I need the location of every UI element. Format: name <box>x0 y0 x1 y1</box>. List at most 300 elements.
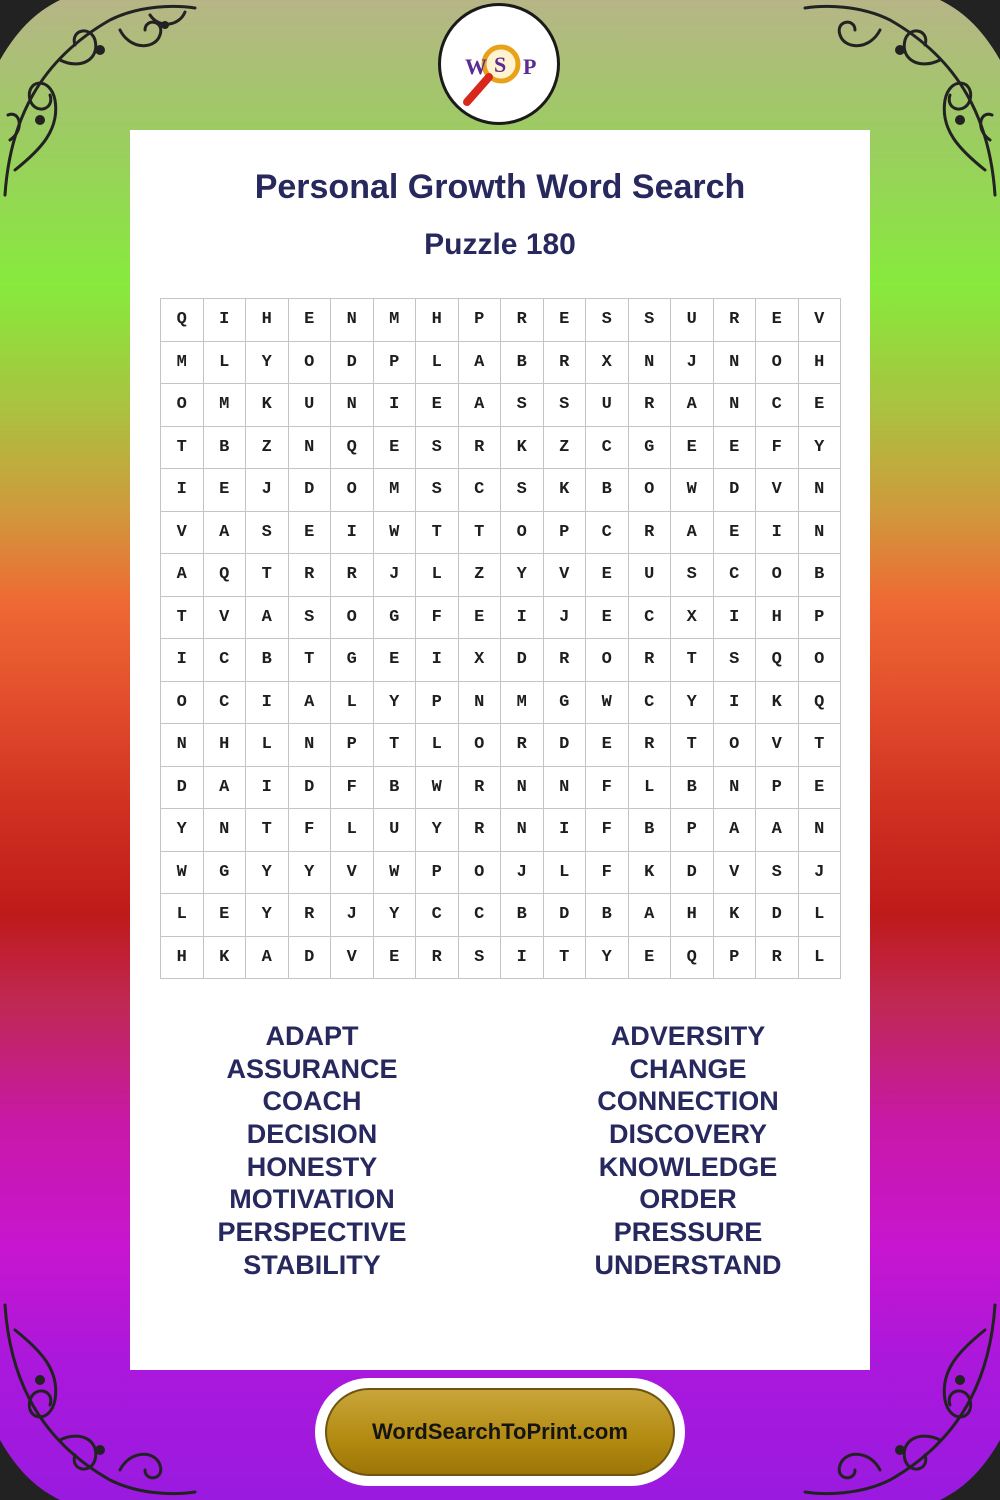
grid-cell[interactable]: H <box>246 299 289 342</box>
grid-cell[interactable]: K <box>628 851 671 894</box>
grid-cell[interactable]: O <box>756 341 799 384</box>
grid-cell[interactable]: D <box>713 469 756 512</box>
grid-cell[interactable]: C <box>203 639 246 682</box>
grid-cell[interactable]: U <box>628 554 671 597</box>
grid-cell[interactable]: V <box>331 936 374 979</box>
word-item: STABILITY <box>243 1249 381 1280</box>
grid-cell[interactable]: P <box>756 766 799 809</box>
grid-cell[interactable]: R <box>331 554 374 597</box>
grid-cell[interactable]: E <box>288 511 331 554</box>
grid-cell[interactable]: A <box>458 384 501 427</box>
word-item: COACH <box>262 1086 362 1117</box>
grid-cell[interactable]: E <box>203 469 246 512</box>
grid-cell[interactable]: M <box>373 469 416 512</box>
grid-cell[interactable]: E <box>756 299 799 342</box>
grid-cell[interactable]: E <box>288 299 331 342</box>
grid-cell[interactable]: J <box>798 851 841 894</box>
grid-cell[interactable]: N <box>798 809 841 852</box>
grid-cell[interactable]: H <box>798 341 841 384</box>
grid-cell[interactable]: L <box>543 851 586 894</box>
grid-cell[interactable]: T <box>246 809 289 852</box>
grid-cell[interactable]: E <box>543 299 586 342</box>
grid-cell[interactable]: I <box>501 936 544 979</box>
grid-cell[interactable]: Y <box>246 851 289 894</box>
grid-cell[interactable]: A <box>246 936 289 979</box>
grid-cell[interactable]: I <box>246 681 289 724</box>
letter-grid <box>160 298 841 979</box>
grid-cell[interactable]: T <box>288 639 331 682</box>
grid-cell[interactable]: K <box>756 681 799 724</box>
grid-cell[interactable]: S <box>416 426 459 469</box>
grid-cell[interactable]: Y <box>161 809 204 852</box>
grid-cell[interactable]: O <box>161 384 204 427</box>
grid-cell[interactable]: R <box>628 639 671 682</box>
grid-cell[interactable]: S <box>756 851 799 894</box>
grid-cell[interactable]: Q <box>756 639 799 682</box>
grid-cell[interactable]: A <box>203 511 246 554</box>
grid-cell[interactable]: R <box>628 384 671 427</box>
grid-cell[interactable]: I <box>161 469 204 512</box>
grid-cell[interactable]: W <box>671 469 714 512</box>
grid-cell[interactable]: J <box>543 596 586 639</box>
grid-cell[interactable]: A <box>458 341 501 384</box>
word-item: MOTIVATION <box>229 1184 395 1215</box>
grid-cell[interactable]: L <box>331 809 374 852</box>
grid-cell[interactable]: A <box>713 809 756 852</box>
grid-cell[interactable]: E <box>203 894 246 937</box>
grid-cell[interactable]: C <box>628 596 671 639</box>
grid-cell[interactable]: I <box>501 596 544 639</box>
grid-cell[interactable]: L <box>331 681 374 724</box>
word-list-right <box>538 1020 838 1282</box>
grid-cell[interactable]: T <box>458 511 501 554</box>
grid-cell[interactable]: V <box>713 851 756 894</box>
grid-cell[interactable]: N <box>501 809 544 852</box>
grid-cell[interactable]: J <box>246 469 289 512</box>
grid-cell[interactable]: R <box>543 639 586 682</box>
grid-cell[interactable]: F <box>586 766 629 809</box>
grid-cell[interactable]: E <box>713 511 756 554</box>
grid-cell[interactable]: R <box>756 936 799 979</box>
grid-cell[interactable]: V <box>756 724 799 767</box>
grid-row <box>161 766 841 809</box>
word-item: ORDER <box>639 1184 737 1215</box>
grid-cell[interactable]: B <box>501 341 544 384</box>
grid-cell[interactable]: Y <box>416 809 459 852</box>
grid-cell[interactable]: I <box>756 511 799 554</box>
grid-cell[interactable]: S <box>586 299 629 342</box>
grid-cell[interactable]: N <box>713 766 756 809</box>
grid-cell[interactable]: A <box>671 511 714 554</box>
grid-cell[interactable]: G <box>373 596 416 639</box>
grid-cell[interactable]: B <box>798 554 841 597</box>
grid-cell[interactable]: J <box>373 554 416 597</box>
grid-cell[interactable]: I <box>203 299 246 342</box>
grid-cell[interactable]: T <box>671 724 714 767</box>
grid-cell[interactable]: X <box>671 596 714 639</box>
grid-cell[interactable]: K <box>203 936 246 979</box>
grid-cell[interactable]: P <box>458 299 501 342</box>
grid-cell[interactable]: S <box>501 469 544 512</box>
grid-cell[interactable]: P <box>671 809 714 852</box>
grid-cell[interactable]: G <box>543 681 586 724</box>
grid-cell[interactable]: I <box>373 384 416 427</box>
grid-cell[interactable]: G <box>331 639 374 682</box>
grid-row <box>161 384 841 427</box>
grid-cell[interactable]: E <box>373 426 416 469</box>
grid-cell[interactable]: B <box>373 766 416 809</box>
grid-cell[interactable]: Z <box>543 426 586 469</box>
grid-cell[interactable]: I <box>543 809 586 852</box>
grid-cell[interactable]: C <box>628 681 671 724</box>
footer-banner-pill[interactable] <box>325 1388 675 1476</box>
word-item: ADAPT <box>265 1021 359 1051</box>
grid-cell[interactable]: D <box>288 469 331 512</box>
grid-cell[interactable]: W <box>416 766 459 809</box>
grid-cell[interactable]: I <box>713 596 756 639</box>
grid-cell[interactable]: S <box>246 511 289 554</box>
grid-cell[interactable]: E <box>586 596 629 639</box>
word-item: DECISION <box>246 1119 378 1150</box>
grid-cell[interactable]: X <box>458 639 501 682</box>
grid-cell[interactable]: J <box>671 341 714 384</box>
footer-banner <box>315 1378 685 1486</box>
grid-cell[interactable]: D <box>161 766 204 809</box>
grid-row <box>161 681 841 724</box>
grid-cell[interactable]: H <box>756 596 799 639</box>
grid-cell[interactable]: A <box>203 766 246 809</box>
grid-cell[interactable]: Y <box>501 554 544 597</box>
grid-cell[interactable]: Z <box>458 554 501 597</box>
grid-cell[interactable]: L <box>416 724 459 767</box>
grid-cell[interactable]: N <box>288 724 331 767</box>
grid-row <box>161 469 841 512</box>
grid-cell[interactable]: E <box>671 426 714 469</box>
grid-cell[interactable]: P <box>416 851 459 894</box>
grid-cell[interactable]: E <box>713 426 756 469</box>
page-title: Personal Growth Word Search <box>254 168 746 206</box>
grid-cell[interactable]: C <box>416 894 459 937</box>
grid-cell[interactable]: B <box>246 639 289 682</box>
grid-cell[interactable]: N <box>501 766 544 809</box>
grid-cell[interactable]: V <box>543 554 586 597</box>
grid-cell[interactable]: E <box>458 596 501 639</box>
grid-row <box>161 809 841 852</box>
grid-cell[interactable]: E <box>798 766 841 809</box>
grid-cell[interactable]: Q <box>671 936 714 979</box>
grid-cell[interactable]: T <box>373 724 416 767</box>
grid-cell[interactable]: J <box>331 894 374 937</box>
grid-cell[interactable]: C <box>713 554 756 597</box>
grid-cell[interactable]: O <box>713 724 756 767</box>
grid-cell[interactable]: Y <box>586 936 629 979</box>
grid-cell[interactable]: V <box>798 299 841 342</box>
grid-cell[interactable]: A <box>246 596 289 639</box>
logo-letter-p: P <box>523 54 537 79</box>
grid-cell[interactable]: U <box>671 299 714 342</box>
grid-cell[interactable]: K <box>543 469 586 512</box>
grid-cell[interactable]: V <box>161 511 204 554</box>
grid-cell[interactable]: C <box>586 426 629 469</box>
grid-cell[interactable]: N <box>203 809 246 852</box>
grid-cell[interactable]: V <box>756 469 799 512</box>
grid-cell[interactable]: N <box>798 511 841 554</box>
grid-cell[interactable]: D <box>671 851 714 894</box>
grid-cell[interactable]: R <box>713 299 756 342</box>
grid-cell[interactable]: Y <box>671 681 714 724</box>
grid-cell[interactable]: D <box>288 766 331 809</box>
grid-cell[interactable]: E <box>586 724 629 767</box>
grid-cell[interactable]: I <box>161 639 204 682</box>
grid-cell[interactable]: L <box>161 894 204 937</box>
grid-cell[interactable]: Q <box>161 299 204 342</box>
grid-cell[interactable]: Y <box>246 341 289 384</box>
grid-cell[interactable]: R <box>416 936 459 979</box>
grid-cell[interactable]: P <box>543 511 586 554</box>
grid-cell[interactable]: A <box>756 809 799 852</box>
grid-cell[interactable]: N <box>713 341 756 384</box>
word-item: DISCOVERY <box>608 1119 768 1150</box>
grid-row <box>161 426 841 469</box>
grid-cell[interactable]: O <box>501 511 544 554</box>
grid-cell[interactable]: M <box>161 341 204 384</box>
word-item: PRESSURE <box>613 1217 763 1248</box>
grid-cell[interactable]: B <box>628 809 671 852</box>
grid-cell[interactable]: K <box>713 894 756 937</box>
grid-cell[interactable]: Q <box>203 554 246 597</box>
grid-row <box>161 724 841 767</box>
grid-cell[interactable]: L <box>798 936 841 979</box>
grid-cell[interactable]: F <box>416 596 459 639</box>
grid-cell[interactable]: D <box>331 341 374 384</box>
grid-cell[interactable]: G <box>628 426 671 469</box>
grid-cell[interactable]: L <box>203 341 246 384</box>
grid-cell[interactable]: R <box>458 766 501 809</box>
grid-cell[interactable]: O <box>628 469 671 512</box>
grid-cell[interactable]: R <box>288 554 331 597</box>
grid-cell[interactable]: T <box>161 596 204 639</box>
word-item: CHANGE <box>629 1053 747 1084</box>
grid-cell[interactable]: S <box>288 596 331 639</box>
word-item: PERSPECTIVE <box>217 1217 407 1248</box>
grid-cell[interactable]: M <box>203 384 246 427</box>
grid-cell[interactable]: I <box>713 681 756 724</box>
grid-cell[interactable]: E <box>628 936 671 979</box>
grid-row <box>161 639 841 682</box>
grid-cell[interactable]: E <box>586 554 629 597</box>
grid-cell[interactable]: A <box>671 384 714 427</box>
grid-cell[interactable]: O <box>756 554 799 597</box>
grid-cell[interactable]: T <box>543 936 586 979</box>
grid-cell[interactable]: Q <box>331 426 374 469</box>
grid-cell[interactable]: T <box>161 426 204 469</box>
grid-cell[interactable]: U <box>288 384 331 427</box>
grid-cell[interactable]: S <box>416 469 459 512</box>
puzzle-number: Puzzle 180 <box>424 228 576 261</box>
grid-cell[interactable]: O <box>458 851 501 894</box>
grid-cell[interactable]: N <box>713 384 756 427</box>
grid-cell[interactable]: W <box>373 851 416 894</box>
grid-cell[interactable]: T <box>798 724 841 767</box>
grid-cell[interactable]: S <box>713 639 756 682</box>
grid-row <box>161 894 841 937</box>
grid-row <box>161 554 841 597</box>
grid-cell[interactable]: E <box>373 936 416 979</box>
grid-cell[interactable]: O <box>331 596 374 639</box>
grid-cell[interactable]: N <box>628 341 671 384</box>
grid-cell[interactable]: B <box>203 426 246 469</box>
grid-cell[interactable]: R <box>288 894 331 937</box>
word-item: KNOWLEDGE <box>598 1151 778 1182</box>
grid-cell[interactable]: N <box>331 384 374 427</box>
grid-cell[interactable]: H <box>161 936 204 979</box>
grid-cell[interactable]: F <box>288 809 331 852</box>
grid-cell[interactable]: U <box>586 384 629 427</box>
word-item: UNDERSTAND <box>594 1249 782 1280</box>
word-item: HONESTY <box>246 1151 378 1182</box>
grid-cell[interactable]: F <box>756 426 799 469</box>
grid-cell[interactable]: R <box>501 299 544 342</box>
grid-cell[interactable]: L <box>416 341 459 384</box>
grid-cell[interactable]: L <box>246 724 289 767</box>
grid-cell[interactable]: P <box>373 341 416 384</box>
grid-cell[interactable]: A <box>161 554 204 597</box>
grid-cell[interactable]: L <box>798 894 841 937</box>
grid-cell[interactable]: C <box>586 511 629 554</box>
grid-cell[interactable]: A <box>628 894 671 937</box>
grid-cell[interactable]: K <box>246 384 289 427</box>
wsp-logo <box>438 3 560 125</box>
grid-cell[interactable]: D <box>288 936 331 979</box>
grid-cell[interactable]: P <box>713 936 756 979</box>
grid-cell[interactable]: F <box>331 766 374 809</box>
grid-cell[interactable]: U <box>373 809 416 852</box>
grid-cell[interactable]: W <box>161 851 204 894</box>
grid-cell[interactable]: N <box>798 469 841 512</box>
grid-cell[interactable]: S <box>501 384 544 427</box>
grid-cell[interactable]: V <box>203 596 246 639</box>
grid-cell[interactable]: O <box>798 639 841 682</box>
grid-cell[interactable]: C <box>458 894 501 937</box>
puzzle-card <box>130 130 870 1370</box>
grid-cell[interactable]: P <box>416 681 459 724</box>
grid-cell[interactable]: Q <box>798 681 841 724</box>
grid-cell[interactable]: R <box>458 426 501 469</box>
grid-cell[interactable]: T <box>416 511 459 554</box>
grid-cell[interactable]: Y <box>373 681 416 724</box>
grid-cell[interactable]: N <box>331 299 374 342</box>
grid-cell[interactable]: O <box>288 341 331 384</box>
grid-cell[interactable]: W <box>373 511 416 554</box>
grid-cell[interactable]: O <box>586 639 629 682</box>
word-item: CONNECTION <box>597 1086 779 1117</box>
grid-cell[interactable]: O <box>331 469 374 512</box>
grid-cell[interactable]: O <box>458 724 501 767</box>
grid-cell[interactable]: M <box>501 681 544 724</box>
grid-cell[interactable]: T <box>246 554 289 597</box>
grid-cell[interactable]: A <box>288 681 331 724</box>
grid-cell[interactable]: D <box>756 894 799 937</box>
grid-cell[interactable]: B <box>586 469 629 512</box>
word-list-left <box>162 1020 462 1282</box>
word-item: ADVERSITY <box>610 1021 766 1051</box>
grid-cell[interactable]: H <box>671 894 714 937</box>
logo-letter-w: W <box>465 54 487 79</box>
grid-cell[interactable]: N <box>161 724 204 767</box>
grid-cell[interactable]: S <box>671 554 714 597</box>
grid-cell[interactable]: L <box>628 766 671 809</box>
grid-cell[interactable]: I <box>331 511 374 554</box>
grid-cell[interactable]: N <box>288 426 331 469</box>
grid-cell[interactable]: M <box>373 299 416 342</box>
grid-cell[interactable]: R <box>543 341 586 384</box>
grid-cell[interactable]: X <box>586 341 629 384</box>
grid-cell[interactable]: P <box>331 724 374 767</box>
grid-cell[interactable]: I <box>246 766 289 809</box>
grid-cell[interactable]: K <box>501 426 544 469</box>
grid-cell[interactable]: D <box>543 724 586 767</box>
grid-cell[interactable]: R <box>628 511 671 554</box>
grid-cell[interactable]: E <box>373 639 416 682</box>
grid-cell[interactable]: Y <box>798 426 841 469</box>
grid-cell[interactable]: R <box>628 724 671 767</box>
grid-row <box>161 299 841 342</box>
grid-cell[interactable]: C <box>756 384 799 427</box>
grid-cell[interactable]: T <box>671 639 714 682</box>
grid-cell[interactable]: E <box>798 384 841 427</box>
grid-cell[interactable]: E <box>416 384 459 427</box>
grid-cell[interactable]: V <box>331 851 374 894</box>
grid-cell[interactable]: B <box>671 766 714 809</box>
grid-cell[interactable]: Y <box>373 894 416 937</box>
site-link[interactable]: WordSearchToPrint.com <box>372 1419 628 1444</box>
grid-cell[interactable]: Z <box>246 426 289 469</box>
grid-cell[interactable]: W <box>586 681 629 724</box>
grid-cell[interactable]: J <box>501 851 544 894</box>
grid-cell[interactable]: N <box>458 681 501 724</box>
grid-cell[interactable]: L <box>416 554 459 597</box>
grid-cell[interactable]: G <box>203 851 246 894</box>
grid-cell[interactable]: Y <box>246 894 289 937</box>
grid-cell[interactable]: D <box>543 894 586 937</box>
grid-cell[interactable]: F <box>586 851 629 894</box>
grid-row <box>161 596 841 639</box>
grid-cell[interactable]: S <box>543 384 586 427</box>
grid-cell[interactable]: B <box>501 894 544 937</box>
grid-cell[interactable]: F <box>586 809 629 852</box>
grid-row <box>161 511 841 554</box>
grid-cell[interactable]: O <box>161 681 204 724</box>
grid-cell[interactable]: H <box>416 299 459 342</box>
grid-cell[interactable]: I <box>416 639 459 682</box>
grid-cell[interactable]: R <box>458 809 501 852</box>
grid-cell[interactable]: Y <box>288 851 331 894</box>
grid-cell[interactable]: H <box>203 724 246 767</box>
grid-cell[interactable]: S <box>628 299 671 342</box>
grid-cell[interactable]: D <box>501 639 544 682</box>
grid-cell[interactable]: C <box>458 469 501 512</box>
grid-row <box>161 851 841 894</box>
grid-cell[interactable]: N <box>543 766 586 809</box>
grid-cell[interactable]: S <box>458 936 501 979</box>
grid-cell[interactable]: C <box>203 681 246 724</box>
logo-letter-s: S <box>494 52 507 77</box>
word-item: ASSURANCE <box>226 1053 398 1084</box>
grid-cell[interactable]: P <box>798 596 841 639</box>
grid-cell[interactable]: R <box>501 724 544 767</box>
grid-row <box>161 341 841 384</box>
grid-cell[interactable]: B <box>586 894 629 937</box>
